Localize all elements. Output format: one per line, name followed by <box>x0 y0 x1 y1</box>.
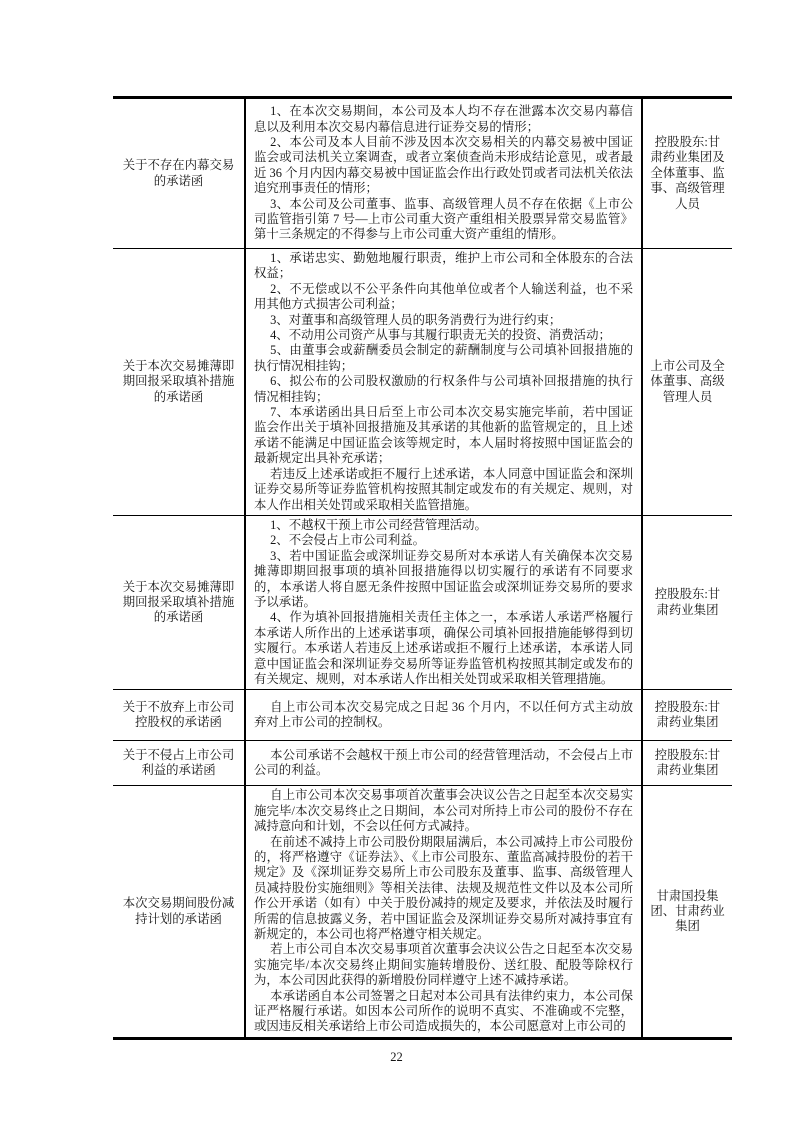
commitment-content <box>245 515 642 689</box>
commitment-content <box>245 98 642 249</box>
page-number: 22 <box>390 1050 403 1064</box>
commitment-title: 本次交易期间股份减持计划的承诺函 <box>113 786 245 1039</box>
commitment-title: 关于本次交易摊薄即期回报采取填补措施的承诺函 <box>113 515 245 689</box>
paragraph: 自上市公司本次交易完成之日起 36 个月内，不以任何方式主动放弃对上市公司的控制权。 <box>254 699 633 730</box>
paragraph: 2、不无偿或以不公平条件向其他单位或者个人输送利益，也不采用其他方式损害公司利益； <box>254 281 633 312</box>
table-row <box>113 690 732 741</box>
paragraph: 3、对董事和高级管理人员的职务消费行为进行约束； <box>270 312 562 327</box>
commitment-party: 控股股东:甘肃药业集团 <box>642 515 732 689</box>
paragraph: 若上市公司自本次交易事项首次董事会决议公告之日起至本次交易实施完毕/本次交易终止期间实施转增股份、送红股、配股等除权行为，本公司因此获得的新增股份同样遵守上述不减持承诺。 <box>254 942 633 988</box>
table-row <box>113 786 732 1039</box>
commitment-content <box>245 786 642 1039</box>
commitment-party: 控股股东:甘肃药业集团 <box>642 741 732 786</box>
commitment-content <box>245 741 642 786</box>
paragraph: 若违反上述承诺或拒不履行上述承诺，本人同意中国证监会和深圳证券交易所等证券监管机构按照其制定或发布的有关规定、规则，对本人作出相关处罚或采取相关监管措施。 <box>254 466 633 512</box>
commitment-party: 上市公司及全体董事、高级管理人员 <box>642 249 732 516</box>
paragraph: 4、不动用公司资产从事与其履行职责无关的投资、消费活动； <box>270 328 611 343</box>
paragraph: 1、承诺忠实、勤勉地履行职责，维护上市公司和全体股东的合法权益； <box>254 251 633 281</box>
paragraph: 1、在本次交易期间，本公司及本人均不存在泄露本次交易内幕信息以及利用本次交易内幕信息进行证券交易的情形； <box>254 104 633 134</box>
commitment-title: 关于不侵占上市公司利益的承诺函 <box>113 741 245 786</box>
table-row <box>113 741 732 786</box>
paragraph: 7、本承诺函出具日后至上市公司本次交易实施完毕前，若中国证监会作出关于填补回报措施及其承诺的其他新的监管规定的，且上述承诺不能满足中国证监会该等规定时，本人届时将按照中国证监会的最新规定出具补充承诺； <box>254 405 633 466</box>
commitment-title: 关于本次交易摊薄即期回报采取填补措施的承诺函 <box>113 249 245 516</box>
commitment-party: 控股股东:甘肃药业集团 <box>642 690 732 741</box>
commitment-content <box>245 690 642 741</box>
paragraph: 1、不越权干预上市公司经营管理活动。 <box>270 517 487 532</box>
commitment-title: 关于不存在内幕交易的承诺函 <box>113 98 245 249</box>
table-row <box>113 98 732 249</box>
paragraph: 4、作为填补回报措施相关责任主体之一，本承诺人承诺严格履行本承诺人所作出的上述承诺事项，确保公司填补回报措施能够得到切实履行。本承诺人若违反上述承诺或拒不履行上述承诺，本承诺人同意中国证监会和深圳证券交易所等证券监管机构按照其制定或发布的有关规定、规则，对本承诺人作出相关处罚或采取相关管理措施。 <box>254 610 633 686</box>
paragraph: 本公司承诺不会越权干预上市公司的经营管理活动，不会侵占上市公司的利益。 <box>254 747 633 778</box>
paragraph: 2、本公司及本人目前不涉及因本次交易相关的内幕交易被中国证监会或司法机关立案调查，或者立案侦查尚未形成结论意见，或者最近 36 个月内因内幕交易被中国证监会作出行政处罚或者司法机关依法追究刑事责任的情形； <box>254 134 633 196</box>
paragraph: 5、由董事会或薪酬委员会制定的薪酬制度与公司填补回报措施的执行情况相挂钩； <box>254 343 633 373</box>
paragraph: 6、拟公布的公司股权激励的行权条件与公司填补回报措施的执行情况相挂钩； <box>254 374 633 404</box>
paragraph: 自上市公司本次交易事项首次董事会决议公告之日起至本次交易实施完毕/本次交易终止之日期间，本公司对所持上市公司的股份不存在减持意向和计划，不会以任何方式减持。 <box>254 788 633 834</box>
commitment-party: 控股股东:甘肃药业集团及全体董事、监事、高级管理人员 <box>642 98 732 249</box>
commitment-party: 甘肃国投集团、甘肃药业集团 <box>642 786 732 1039</box>
paragraph: 本承诺函自本公司签署之日起对本公司具有法律约束力，本公司保证严格履行承诺。如因本公司所作的说明不真实、不准确或不完整，或因违反相关承诺给上市公司造成损失的，本公司愿意对上市公司的 <box>254 988 633 1034</box>
table-row <box>113 249 732 516</box>
table-row <box>113 515 732 689</box>
commitments-table <box>113 96 732 1040</box>
commitment-content <box>245 249 642 516</box>
paragraph: 3、本公司及公司董事、监事、高级管理人员不存在依据《上市公司监管指引第 7 号—上市公司重大资产重组相关股票异常交易监管》第十三条规定的不得参与上市公司重大资产重组的情形。 <box>254 196 633 242</box>
commitment-title: 关于不放弃上市公司控股权的承诺函 <box>113 690 245 741</box>
paragraph: 3、若中国证监会或深圳证券交易所对本承诺人有关确保本次交易摊薄即期回报事项的填补回报措施得以切实履行的承诺有不同要求的，本承诺人将自愿无条件按照中国证监会或深圳证券交易所的要求予以承诺。 <box>254 548 633 609</box>
paragraph: 2、不会侵占上市公司利益。 <box>270 533 425 548</box>
paragraph: 在前述不减持上市公司股份期限届满后，本公司减持上市公司股份的，将严格遵守《证券法》、《上市公司股东、董监高减持股份的若干规定》及《深圳证券交易所上市公司股东及董事、监事、高级管理人员减持股份实施细则》等相关法律、法规及规范性文件以及本公司所作公开承诺（如有）中关于股份减持的规定及要求，并依法及时履行所需的信息披露义务，若中国证监会及深圳证券交易所对减持事宜有新规定的，本公司也将严格遵守相关规定。 <box>254 834 633 942</box>
